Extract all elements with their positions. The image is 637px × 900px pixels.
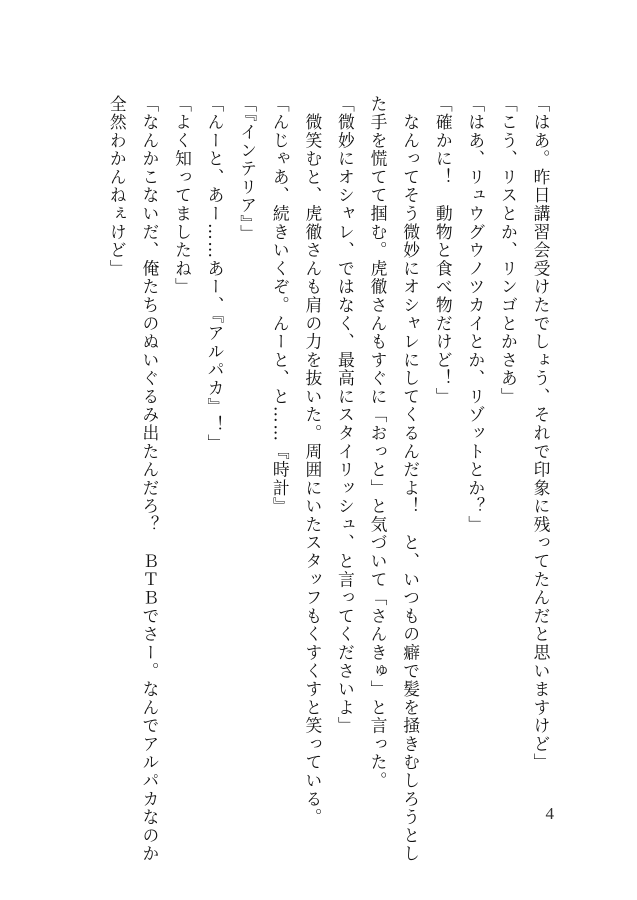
text-line: た手を慌てて掴む。虎徹さんもすぐに「おっと」と気づいて「さんきゅ」と言った。 bbox=[368, 95, 389, 791]
text-line: 「こう、リスとか、リンゴとかさあ」 bbox=[498, 95, 519, 406]
text-line: 「んじゃあ、続きいくぞ。んーと、と……『時計』 bbox=[270, 95, 291, 516]
text-line: 「んーと、あー……あー、『アルパカ』！」 bbox=[205, 95, 226, 453]
page-number: 4 bbox=[545, 804, 554, 823]
text-line: 「確かに！ 動物と食べ物だけど！」 bbox=[433, 95, 454, 406]
text-line: 「よく知ってましたね」 bbox=[172, 95, 193, 297]
text-line: 「はあ、リュウグウノツカイとか、リゾットとか？」 bbox=[465, 95, 486, 534]
text-line: なんってそう微妙にオシャレにしてくるんだよ！ と、いつもの癖で髪を掻きむしろうとし bbox=[400, 95, 421, 864]
text-line: 「なんかこないだ、俺たちのぬいぐるみ出たんだろ？ ＢＴＢでさー。なんでアルパカなのか bbox=[139, 95, 160, 864]
text-line: 微笑むと、虎徹さんも肩の力を抜いた。周囲にいたスタッフもくすくすと笑っている。 bbox=[302, 95, 323, 827]
text-line: 「はあ。昨日講習会受けたでしょう、それで印象に残ってたんだと思いますけど」 bbox=[531, 95, 551, 772]
vertical-text-body bbox=[87, 95, 557, 864]
text-line: 「『インテリア』」 bbox=[237, 95, 258, 243]
text-line: 全然わかんねぇけど」 bbox=[107, 95, 128, 278]
text-line: 「微妙にオシャレ、ではなく、最高にスタイリッシュ、と言ってくださいよ」 bbox=[335, 95, 356, 736]
